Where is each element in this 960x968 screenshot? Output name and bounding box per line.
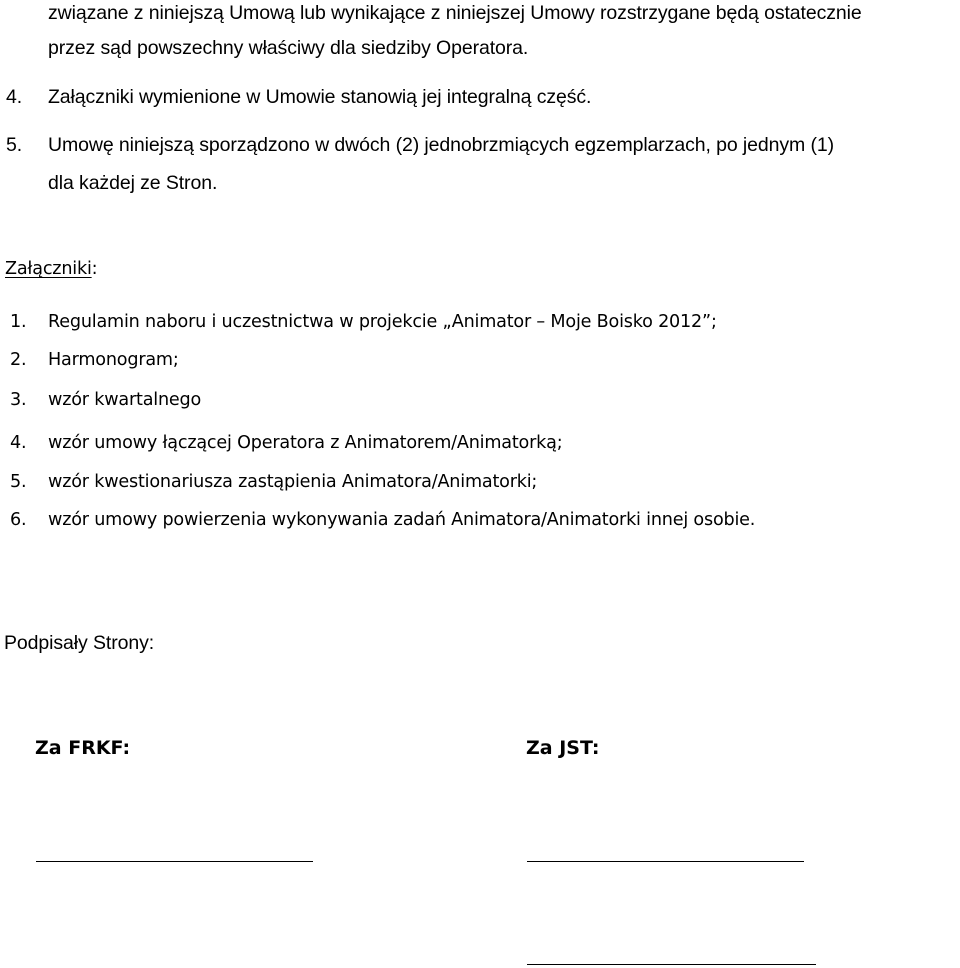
signature-right-party: Za JST: [526,737,600,759]
attachment-3-number: 3. [10,390,27,410]
clause-4-text: Załączniki wymienione w Umowie stanowią jej integralną część. [48,86,592,108]
clause-intro-line-2: przez sąd powszechny właściwy dla siedziby Operatora. [48,37,529,59]
attachments-heading [5,259,97,279]
signature-line-right [527,861,804,862]
attachments-heading-colon: : [91,259,98,279]
attachment-4-text: wzór umowy łączącej Operatora z Animatorem/Animatorką; [48,433,563,453]
attachments-heading-text: Załączniki [5,259,92,279]
signatures-heading: Podpisały Strony: [4,632,155,654]
attachment-2-text: Harmonogram; [48,350,179,370]
attachment-4-number: 4. [10,433,27,453]
signature-line-right-second [527,964,816,965]
signature-left-party: Za FRKF: [35,737,131,759]
clause-5-text-line-2: dla każdej ze Stron. [48,172,218,194]
clause-intro-line-1: związane z niniejszą Umową lub wynikające z niniejszej Umowy rozstrzygane będą ostatecznie [48,2,862,24]
clause-5-number: 5. [6,134,23,156]
attachment-1-text: Regulamin naboru i uczestnictwa w projekcie „Animator – Moje Boisko 2012”; [48,312,717,332]
attachment-5-number: 5. [10,472,27,492]
attachment-6-text: wzór umowy powierzenia wykonywania zadań Animatora/Animatorki innej osobie. [48,510,756,530]
attachment-2-number: 2. [10,350,27,370]
attachment-1-number: 1. [10,312,27,332]
clause-5-text-line-1: Umowę niniejszą sporządzono w dwóch (2) jednobrzmiących egzemplarzach, po jednym (1) [48,134,835,156]
attachment-6-number: 6. [10,510,27,530]
attachment-5-text: wzór kwestionariusza zastąpienia Animatora/Animatorki; [48,472,538,492]
attachment-3-text: wzór kwartalnego [48,390,202,410]
signature-line-left [36,861,313,862]
clause-4-number: 4. [6,86,23,108]
